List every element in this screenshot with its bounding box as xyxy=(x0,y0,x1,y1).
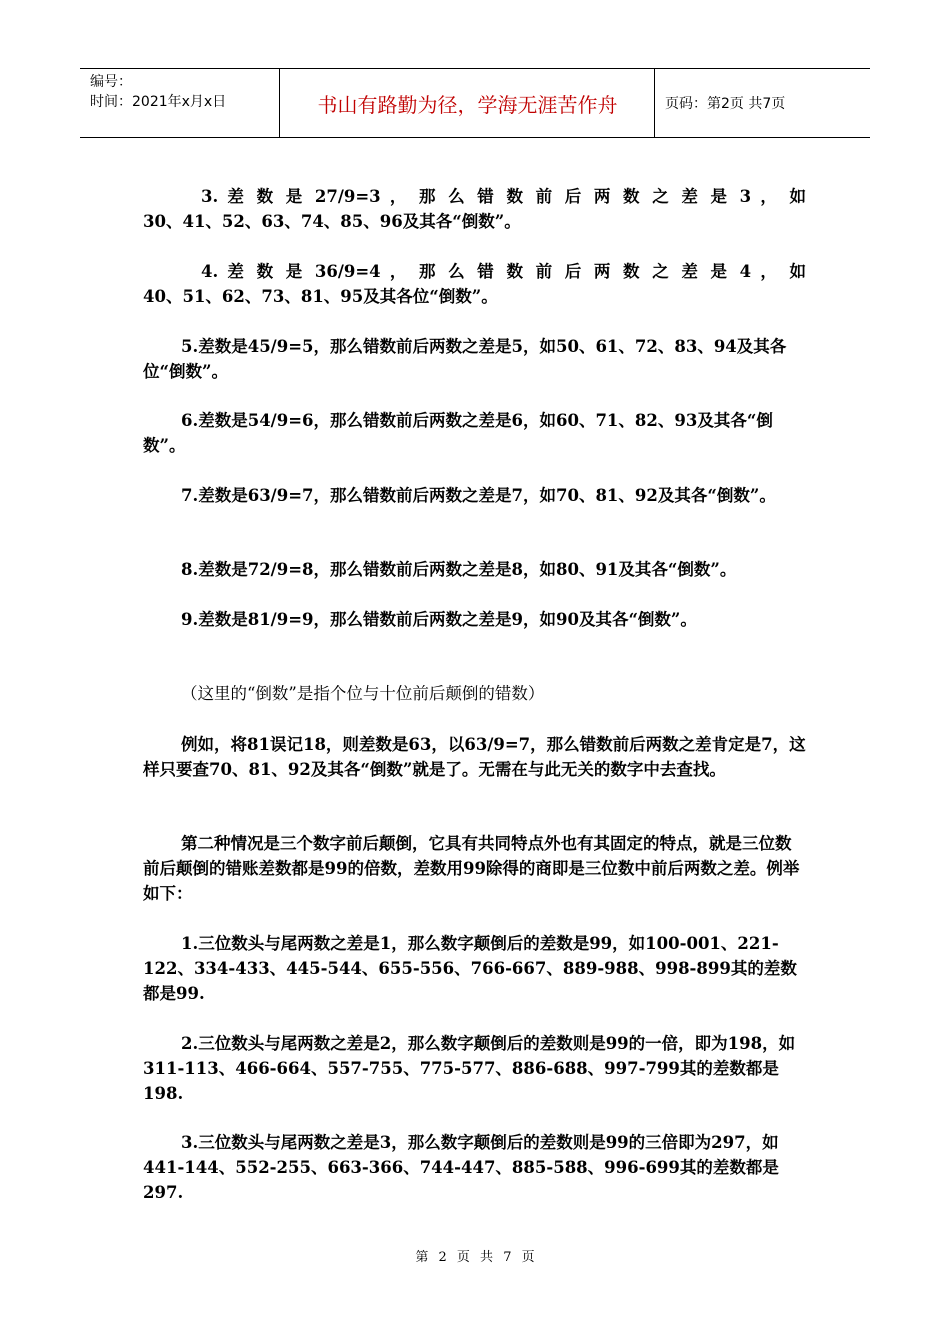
paragraph-3-line1: 3. 差 数 是 27/9=3 ， 那 么 错 数 前 后 两 数 之 差 是 3 ， 如 xyxy=(201,187,806,206)
header-meta xyxy=(80,69,280,137)
paragraph-4-line2: 40、51、62、73、81、95及其各位“倒数”。 xyxy=(143,287,498,306)
page-header xyxy=(80,68,870,138)
three-digit-case-3: 3.三位数头与尾两数之差是3，那么数字颠倒后的差数则是99的三倍即为297，如441-144、552-255、663-366、744-447、885-588、996-699其的差数都是297. xyxy=(143,1133,779,1202)
page-footer: 第 2 页 共 7 页 xyxy=(415,1250,535,1265)
paragraph-9: 9.差数是81/9=9，那么错数前后两数之差是9，如90及其各“倒数”。 xyxy=(181,610,697,629)
second-case-paragraph: 第二种情况是三个数字前后颠倒，它具有共同特点外也有其固定的特点，就是三位数前后颠倒的错账差数都是99的倍数，差数用99除得的商即是三位数中前后两数之差。例举如下： xyxy=(143,834,800,903)
three-digit-case-2: 2.三位数头与尾两数之差是2，那么数字颠倒后的差数则是99的一倍，即为198，如311-113、466-664、557-755、775-577、886-688、997-799其的差数都是198. xyxy=(143,1034,796,1103)
paragraph-4-line1: 4. 差 数 是 36/9=4 ， 那 么 错 数 前 后 两 数 之 差 是 4 ， 如 xyxy=(201,262,806,281)
header-page-info: 页码：第2页 共7页 xyxy=(665,96,786,112)
paragraph-3-line2: 30、41、52、63、74、85、96及其各“倒数”。 xyxy=(143,212,521,231)
paragraph-8: 8.差数是72/9=8，那么错数前后两数之差是8，如80、91及其各“倒数”。 xyxy=(181,560,737,579)
example-paragraph: 例如，将81误记18，则差数是63，以63/9=7，那么错数前后两数之差肯定是7，这样只要查70、81、92及其各“倒数”就是了。无需在与此无关的数字中去查找。 xyxy=(143,735,806,779)
paragraph-5: 5.差数是45/9=5，那么错数前后两数之差是5，如50、61、72、83、94及其各位“倒数”。 xyxy=(143,337,787,381)
paragraph-7: 7.差数是63/9=7，那么错数前后两数之差是7，如70、81、92及其各“倒数”。 xyxy=(181,486,776,505)
header-motto: 书山有路勤为径，学海无涯苦作舟 xyxy=(281,69,655,137)
note-paragraph: （这里的“倒数”是指个位与十位前后颠倒的错数） xyxy=(181,684,545,703)
three-digit-case-1: 1.三位数头与尾两数之差是1，那么数字颠倒后的差数是99，如100-001、221-122、334-433、445-544、655-556、766-667、889-988、998-899其的差数都是99. xyxy=(143,934,797,1003)
number-label: 编号： xyxy=(90,74,132,90)
paragraph-6: 6.差数是54/9=6，那么错数前后两数之差是6，如60、71、82、93及其各“倒数”。 xyxy=(143,411,773,455)
date-label: 时间：2021年x月x日 xyxy=(90,94,227,110)
